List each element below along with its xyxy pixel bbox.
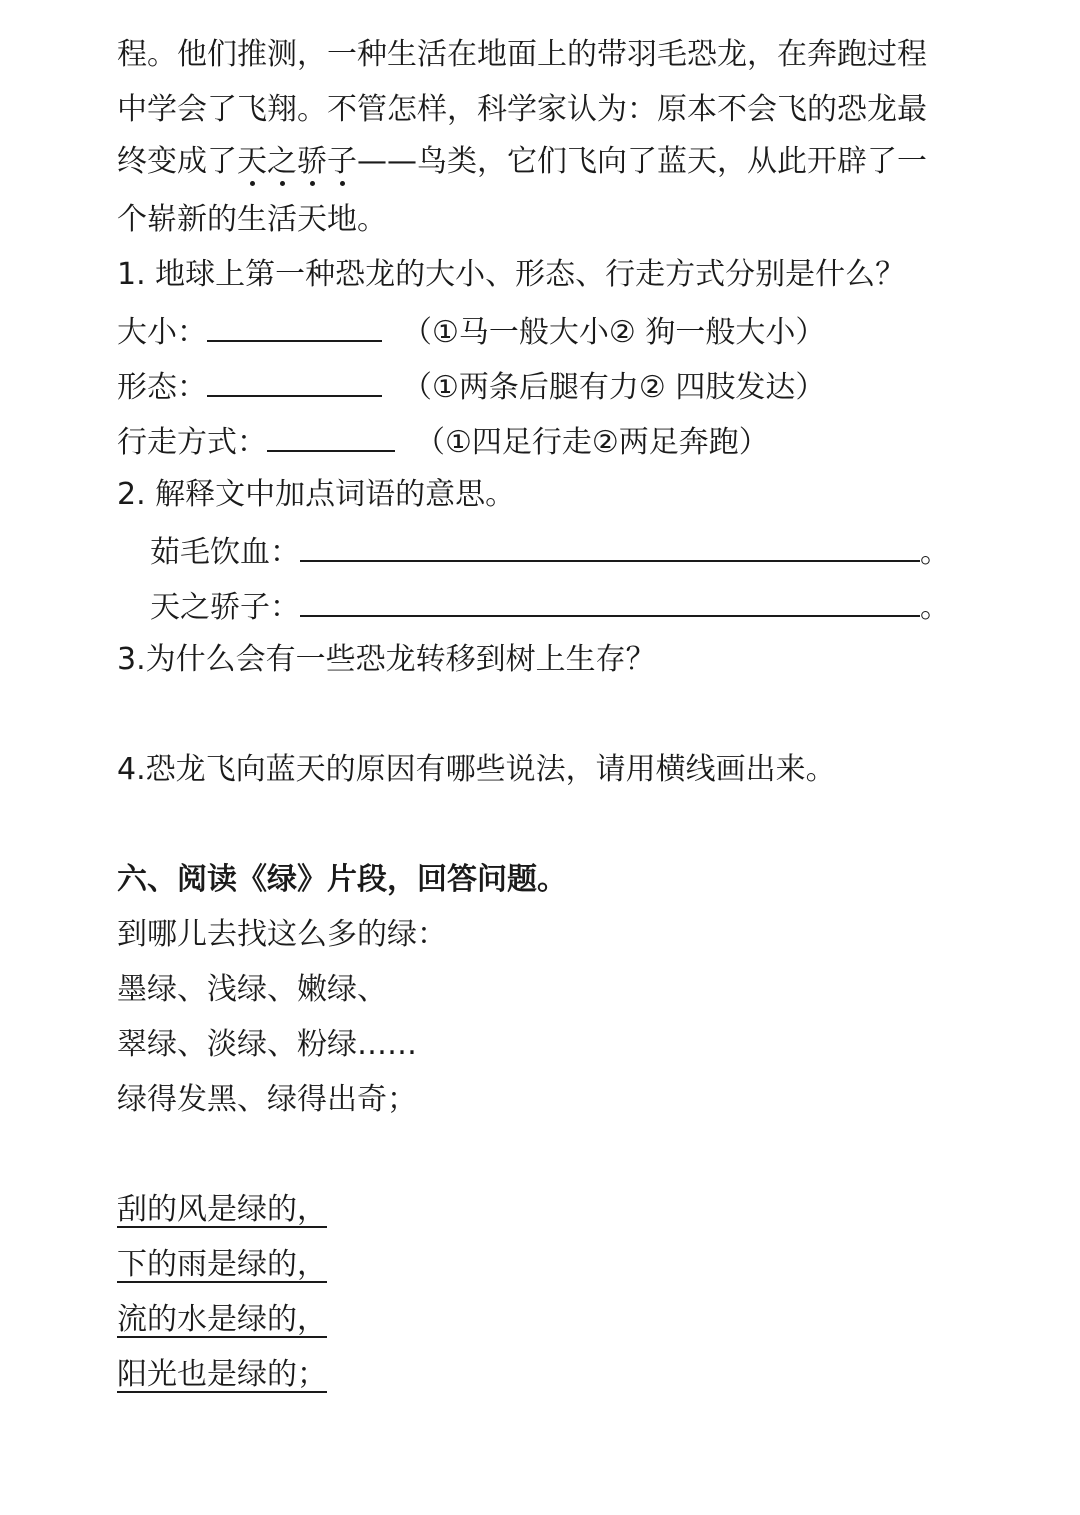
size-options: （①马一般大小② 狗一般大小） — [402, 315, 826, 350]
dotted-char: 骄 — [297, 142, 327, 182]
word2-label: 天之骄子： — [150, 590, 300, 625]
size-label: 大小： — [117, 315, 207, 350]
word1-answer-blank[interactable] — [300, 530, 920, 562]
shape-answer-blank[interactable] — [207, 365, 382, 397]
question-2: 2. 解释文中加点词语的意思。 — [117, 477, 516, 512]
underlined-poem-line: 下的雨是绿的， — [117, 1247, 327, 1282]
underlined-poem-line: 刮的风是绿的， — [117, 1192, 327, 1227]
passage-text: 终变成了 — [117, 144, 237, 179]
dotted-char: 之 — [267, 142, 297, 182]
question-4: 4.恐龙飞向蓝天的原因有哪些说法，请用横线画出来。 — [117, 752, 836, 787]
poem-line: 到哪儿去找这么多的绿： — [117, 917, 447, 952]
underlined-poem-line: 流的水是绿的， — [117, 1302, 327, 1337]
poem-line: 墨绿、浅绿、嫩绿、 — [117, 972, 387, 1007]
shape-label: 形态： — [117, 370, 207, 405]
q2-word1-row — [150, 530, 950, 573]
passage-line-2: 中学会了飞翔。不管怎样，科学家认为：原本不会飞的恐龙最 — [117, 92, 927, 127]
dotted-char: 天 — [237, 142, 267, 182]
walk-answer-blank[interactable] — [267, 420, 395, 452]
q1-size-row — [117, 310, 825, 353]
question-1: 1. 地球上第一种恐龙的大小、形态、行走方式分别是什么？ — [117, 257, 906, 292]
word2-answer-blank[interactable] — [300, 585, 920, 617]
poem-line: 翠绿、淡绿、粉绿…… — [117, 1027, 417, 1062]
size-answer-blank[interactable] — [207, 310, 382, 342]
passage-line-1: 程。他们推测，一种生活在地面上的带羽毛恐龙，在奔跑过程 — [117, 37, 927, 72]
walk-options: （①四足行走②两足奔跑） — [415, 425, 769, 460]
passage-line-4: 个崭新的生活天地。 — [117, 202, 387, 237]
q1-walk-row — [117, 420, 769, 463]
passage-text: ——鸟类，它们飞向了蓝天，从此开辟了一 — [357, 144, 927, 179]
shape-options: （①两条后腿有力② 四肢发达） — [402, 370, 826, 405]
word1-label: 茹毛饮血： — [150, 535, 300, 570]
end-mark: 。 — [920, 535, 950, 570]
poem-line: 绿得发黑、绿得出奇； — [117, 1082, 417, 1117]
passage-line-3 — [117, 142, 927, 182]
q2-word2-row — [150, 585, 950, 628]
underlined-poem-line: 阳光也是绿的； — [117, 1357, 327, 1392]
walk-label: 行走方式： — [117, 425, 267, 460]
question-3: 3.为什么会有一些恐龙转移到树上生存？ — [117, 642, 656, 677]
section-6-heading: 六、阅读《绿》片段，回答问题。 — [117, 862, 567, 897]
dotted-char: 子 — [327, 142, 357, 182]
end-mark: 。 — [920, 590, 950, 625]
dotted-word — [237, 144, 357, 179]
q1-shape-row — [117, 365, 825, 408]
